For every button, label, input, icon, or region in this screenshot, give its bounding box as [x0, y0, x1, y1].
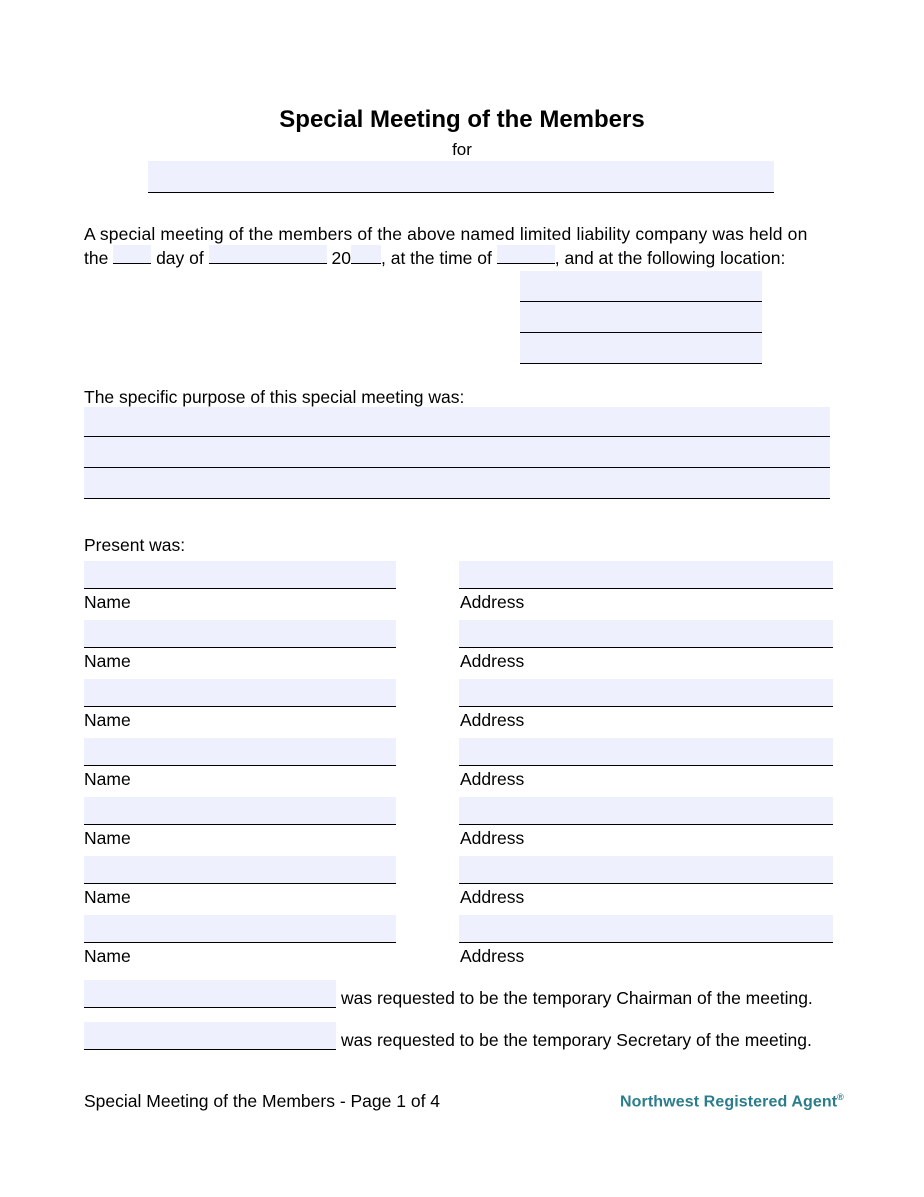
day-field[interactable]	[113, 245, 151, 264]
purpose-line-1[interactable]	[84, 407, 830, 437]
secretary-name-field[interactable]	[84, 1022, 336, 1050]
attendee-name-label: Name	[84, 887, 131, 907]
attendee-name-field[interactable]	[84, 797, 396, 825]
attendee-address-label: Address	[460, 946, 525, 966]
intro-line-2	[84, 245, 785, 270]
brand-logo	[620, 1092, 844, 1111]
attendee-address-label: Address	[460, 828, 525, 848]
company-name-field[interactable]	[148, 161, 774, 193]
attendee-name-label: Name	[84, 769, 131, 789]
attendee-name-field[interactable]	[84, 856, 396, 884]
attendee-address-field[interactable]	[459, 915, 833, 943]
attendee-address-field[interactable]	[459, 738, 833, 766]
attendee-name-label: Name	[84, 592, 131, 612]
document-title: Special Meeting of the Members	[279, 106, 645, 133]
attendee-name-field[interactable]	[84, 561, 396, 589]
year-field[interactable]	[351, 245, 381, 264]
attendee-address-label: Address	[460, 651, 525, 671]
present-label: Present was:	[84, 535, 186, 555]
secretary-text: was requested to be the temporary Secretary of the meeting.	[341, 1030, 812, 1050]
for-label: for	[452, 140, 472, 159]
footer-page-text: Special Meeting of the Members - Page 1 of 4	[84, 1091, 441, 1111]
intro-at-time-of: , at the time of	[380, 248, 492, 268]
intro-day-of: day of	[156, 248, 204, 268]
brand-registered-mark: ®	[837, 1092, 844, 1102]
chairman-name-field[interactable]	[84, 980, 336, 1008]
attendee-name-field[interactable]	[84, 738, 396, 766]
purpose-line-2[interactable]	[84, 437, 830, 468]
attendee-name-label: Name	[84, 651, 131, 671]
attendee-address-label: Address	[460, 592, 525, 612]
attendee-address-field[interactable]	[459, 856, 833, 884]
attendee-name-label: Name	[84, 828, 131, 848]
location-line-2[interactable]	[520, 302, 762, 333]
attendee-address-field[interactable]	[459, 620, 833, 648]
attendee-name-field[interactable]	[84, 620, 396, 648]
intro-line-1: A special meeting of the members of the above named limited liability company was held on	[84, 224, 808, 244]
attendee-address-field[interactable]	[459, 561, 833, 589]
attendee-address-field[interactable]	[459, 679, 833, 707]
attendee-address-label: Address	[460, 769, 525, 789]
intro-year-prefix: 20	[331, 248, 351, 268]
purpose-label: The specific purpose of this special meeting was:	[84, 387, 465, 407]
month-field[interactable]	[209, 245, 327, 264]
attendee-address-label: Address	[460, 887, 525, 907]
attendee-name-field[interactable]	[84, 679, 396, 707]
brand-name: Northwest Registered Agent	[620, 1093, 838, 1111]
location-line-1[interactable]	[520, 271, 762, 302]
intro-following-location: , and at the following location:	[554, 248, 786, 268]
chairman-text: was requested to be the temporary Chairman of the meeting.	[341, 988, 813, 1008]
attendee-address-field[interactable]	[459, 797, 833, 825]
attendee-name-field[interactable]	[84, 915, 396, 943]
attendee-name-label: Name	[84, 710, 131, 730]
attendee-address-label: Address	[460, 710, 525, 730]
purpose-line-3[interactable]	[84, 468, 830, 499]
attendee-name-label: Name	[84, 946, 131, 966]
time-field[interactable]	[497, 245, 555, 264]
intro-the: the	[84, 248, 109, 268]
location-line-3[interactable]	[520, 333, 762, 364]
